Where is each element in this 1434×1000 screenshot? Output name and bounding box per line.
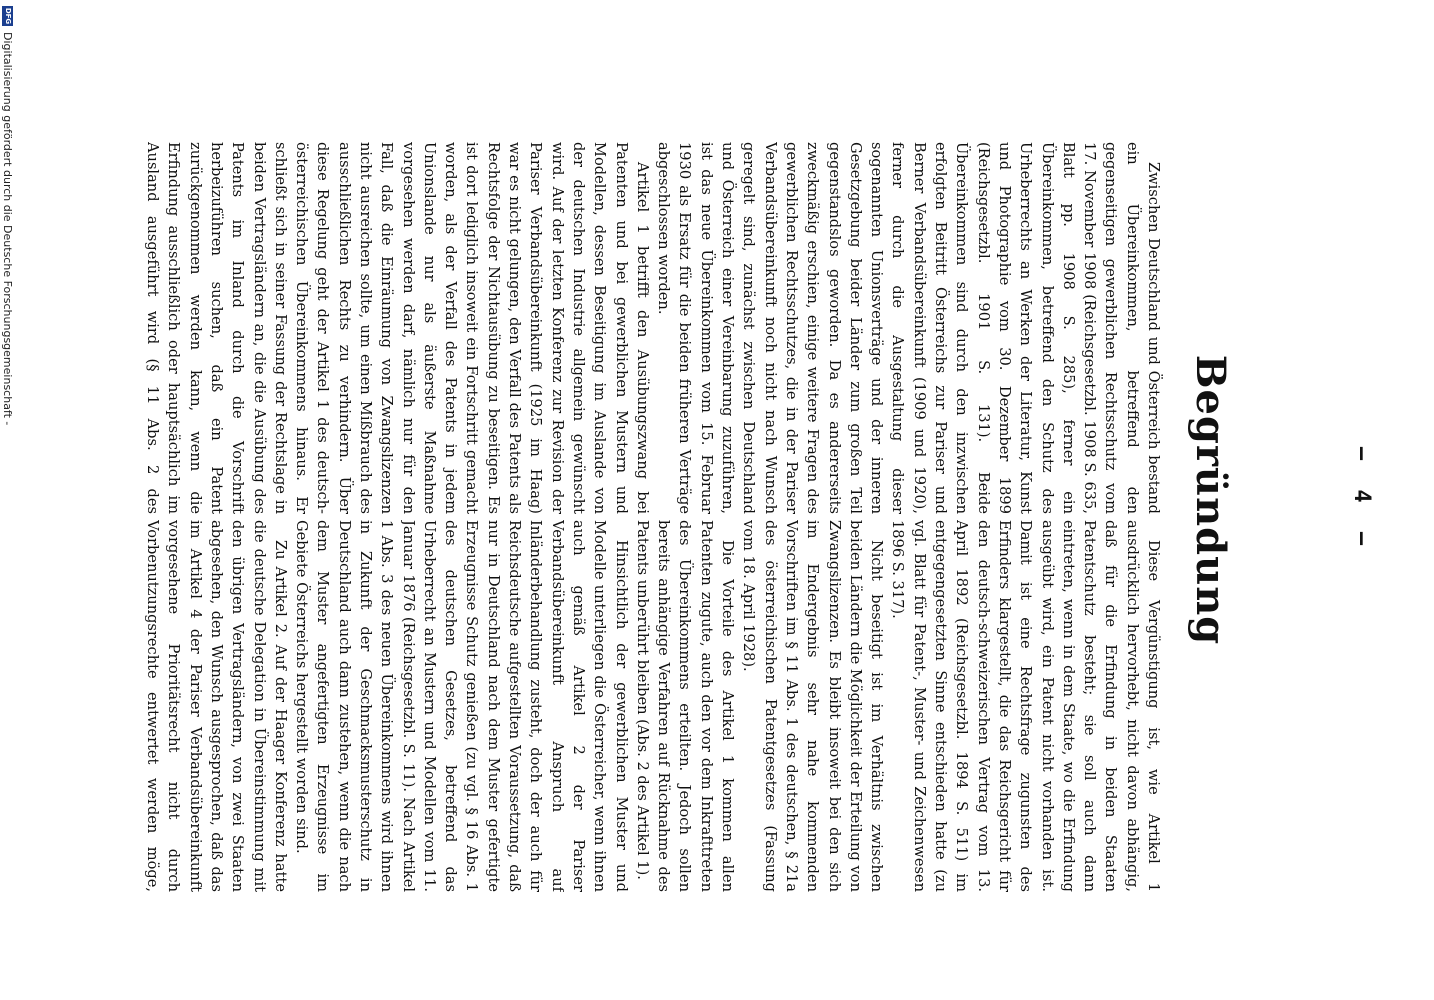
- paragraph: Artikel 1 betrifft den Ausübungszwang bei Patenten und bei gewerblichen Mustern und Modellen, dessen Beseitigung im Auslande von der deutschen Industrie allgemein gewünscht wird. Auf der letzten Konferenz zur Revision der Pariser Verbandsübereinkunft (1925 im Haag) war es nicht gelungen, den Verfall des Patents als Rechtsfolge der Nichtausübung zu beseitigen. Es ist dort lediglich insoweit ein Fortschritt gemacht worden, als der Verfall des Patents in jedem Unionslande nur als äußerste Maßnahme vorgesehen werden darf, nämlich nur für den Fall, daß die Einräumung von Zwangslizenzen nicht ausreichen sollte, um einen Mißbrauch des ausschließlichen Rechts zu verhindern. Über diese Regelung geht der Artikel 1 des deutsch-österreichischen Übereinkommens hinaus. Er schließt sich in seiner Fassung der Rechtslage in beiden Vertragsländern an, die die Ausübung des Patents im Inland durch die Vorschrift herbeizuführen suchen, daß ein Patent zurückgenommen werden kann, wenn die Erfindung ausschließlich oder hauptsächlich im Ausland ausgeführt wird (§ 11 Abs. 2 des: [144, 142, 651, 514]
- paragraph: Diese Vergünstigung ist, wie Artikel 1 ausdrücklich hervorhebt, nicht davon abhängig, daß für die Erfindung in beiden Staaten Patentschutz besteht; sie soll auch dann eintreten, wenn in dem Staate, wo die Erfindung ausgeübt wird, ein Patent nicht vorhanden ist. Damit ist eine Rechtsfrage zugunsten des Erfinders klargestellt, die das Reichsgericht für den deutsch-schweizerischen Vertrag vom 13. April 1892 (Reichsgesetzbl. 1894 S. 511) im entgegengesetzten Sinne entschieden hatte (zu vgl. Blatt für Patent-, Muster- und Zeichenwesen 1896 S. 317).: [889, 520, 1162, 892]
- paragraph: Nicht beseitigt ist im Verhältnis zwischen beiden Ländern die Möglichkeit der Erteilung von Zwangslizenzen. Es bleibt insoweit bei den sich im Endergebnis sehr nahe kommenden Vorschriften im § 11 Abs. 1 des deutschen, § 21a des österreichischen Patentgesetzes (Fassung vom 18. April 1928).: [740, 520, 886, 892]
- paragraph: Zwischen Deutschland und Österreich bestand ein Übereinkommen, betreffend den gegenseitigen gewerblichen Rechtsschutz vom 17. November 1908 (Reichsgesetzbl. 1908 S. 635, Blatt pp. 1908 S. 285), ferner ein Übereinkommen, betreffend den Schutz des Urheberrechts an Werken der Literatur, Kunst und Photographie vom 30. Dezember 1899 (Reichsgesetzbl. 1901 S. 131). Beide Übereinkommen sind durch den inzwischen erfolgten Beitritt Österreichs zur Pariser und Berner Verbandsübereinkunft (1909 und 1920), ferner durch die Ausgestaltung dieser sogenannten Unionsverträge und der inneren Gesetzgebung beider Länder zum großen Teil gegenstandslos geworden. Da es andererseits zweckmäßig erschien, einige weitere Fragen des gewerblichen Rechtsschutzes, die in der Pariser Verbandsübereinkunft noch nicht nach Wunsch geregelt sind, zunächst zwischen Deutschland und Österreich einer Vereinbarung zuzuführen, ist das neue Übereinkommen vom 15. Februar 1930 als Ersatz für die beiden früheren Verträge abgeschlossen worden.: [655, 142, 1162, 514]
- paragraph: Zu Artikel 2. Auf der Haager Konferenz hatte die deutsche Delegation in Übereinstimmung mit den übrigen Vertragsländern, von zwei Staaten abgesehen, den Wunsch ausgesprochen, daß das im Artikel 4 der Pariser Verbandsübereinkunft vorgesehene Prioritätsrecht nicht durch Vorbenutzungsrechte entwertet werden möge,: [144, 520, 289, 892]
- paragraph: Die Vorteile des Artikel 1 kommen allen Patenten zugute, auch den vor dem Inkrafttreten des Übereinkommens erteilten. Jedoch sollen bereits anhängige Verfahren auf Rücknahme des Patents unberührt bleiben (Abs. 2 des Artikel 1).: [633, 520, 737, 892]
- dfg-logo: DFG: [4, 7, 13, 25]
- page-title: Begründung: [1187, 354, 1234, 646]
- page-number: — 4 —: [1349, 446, 1374, 554]
- text-column-left: [144, 142, 1164, 514]
- digitization-note-text: Digitalisierung gefördert durch die Deutsche Forschungsgemeinschaft -: [1, 32, 15, 426]
- paragraph: Hinsichtlich der gewerblichen Muster und Modelle unterliegen die Österreicher, wenn ihnen auch gemäß Artikel 2 der Pariser Verbandsübereinkunft Anspruch auf Inländerbehandlung zusteht, doch der auch für Reichsdeutsche aufgestellten Voraussetzung, daß nur in Deutschland nach dem Muster gefertigte Erzeugnisse Schutz genießen (zu vgl. § 16 Abs. 1 des deutschen Gesetzes, betreffend das Urheberrecht an Mustern und Modellen vom 11. Januar 1876 (Reichsgesetzbl. S. 11). Nach Artikel 1 Abs. 3 des neuen Übereinkommens wird ihnen in Zukunft der Geschmacksmusterschutz in Deutschland auch dann zustehen, wenn die nach dem Muster angefertigten Erzeugnisse im Gebiete Österreichs hergestellt worden sind.: [293, 520, 630, 892]
- text-column-right: [144, 520, 1164, 892]
- digitization-note: [0, 0, 16, 1000]
